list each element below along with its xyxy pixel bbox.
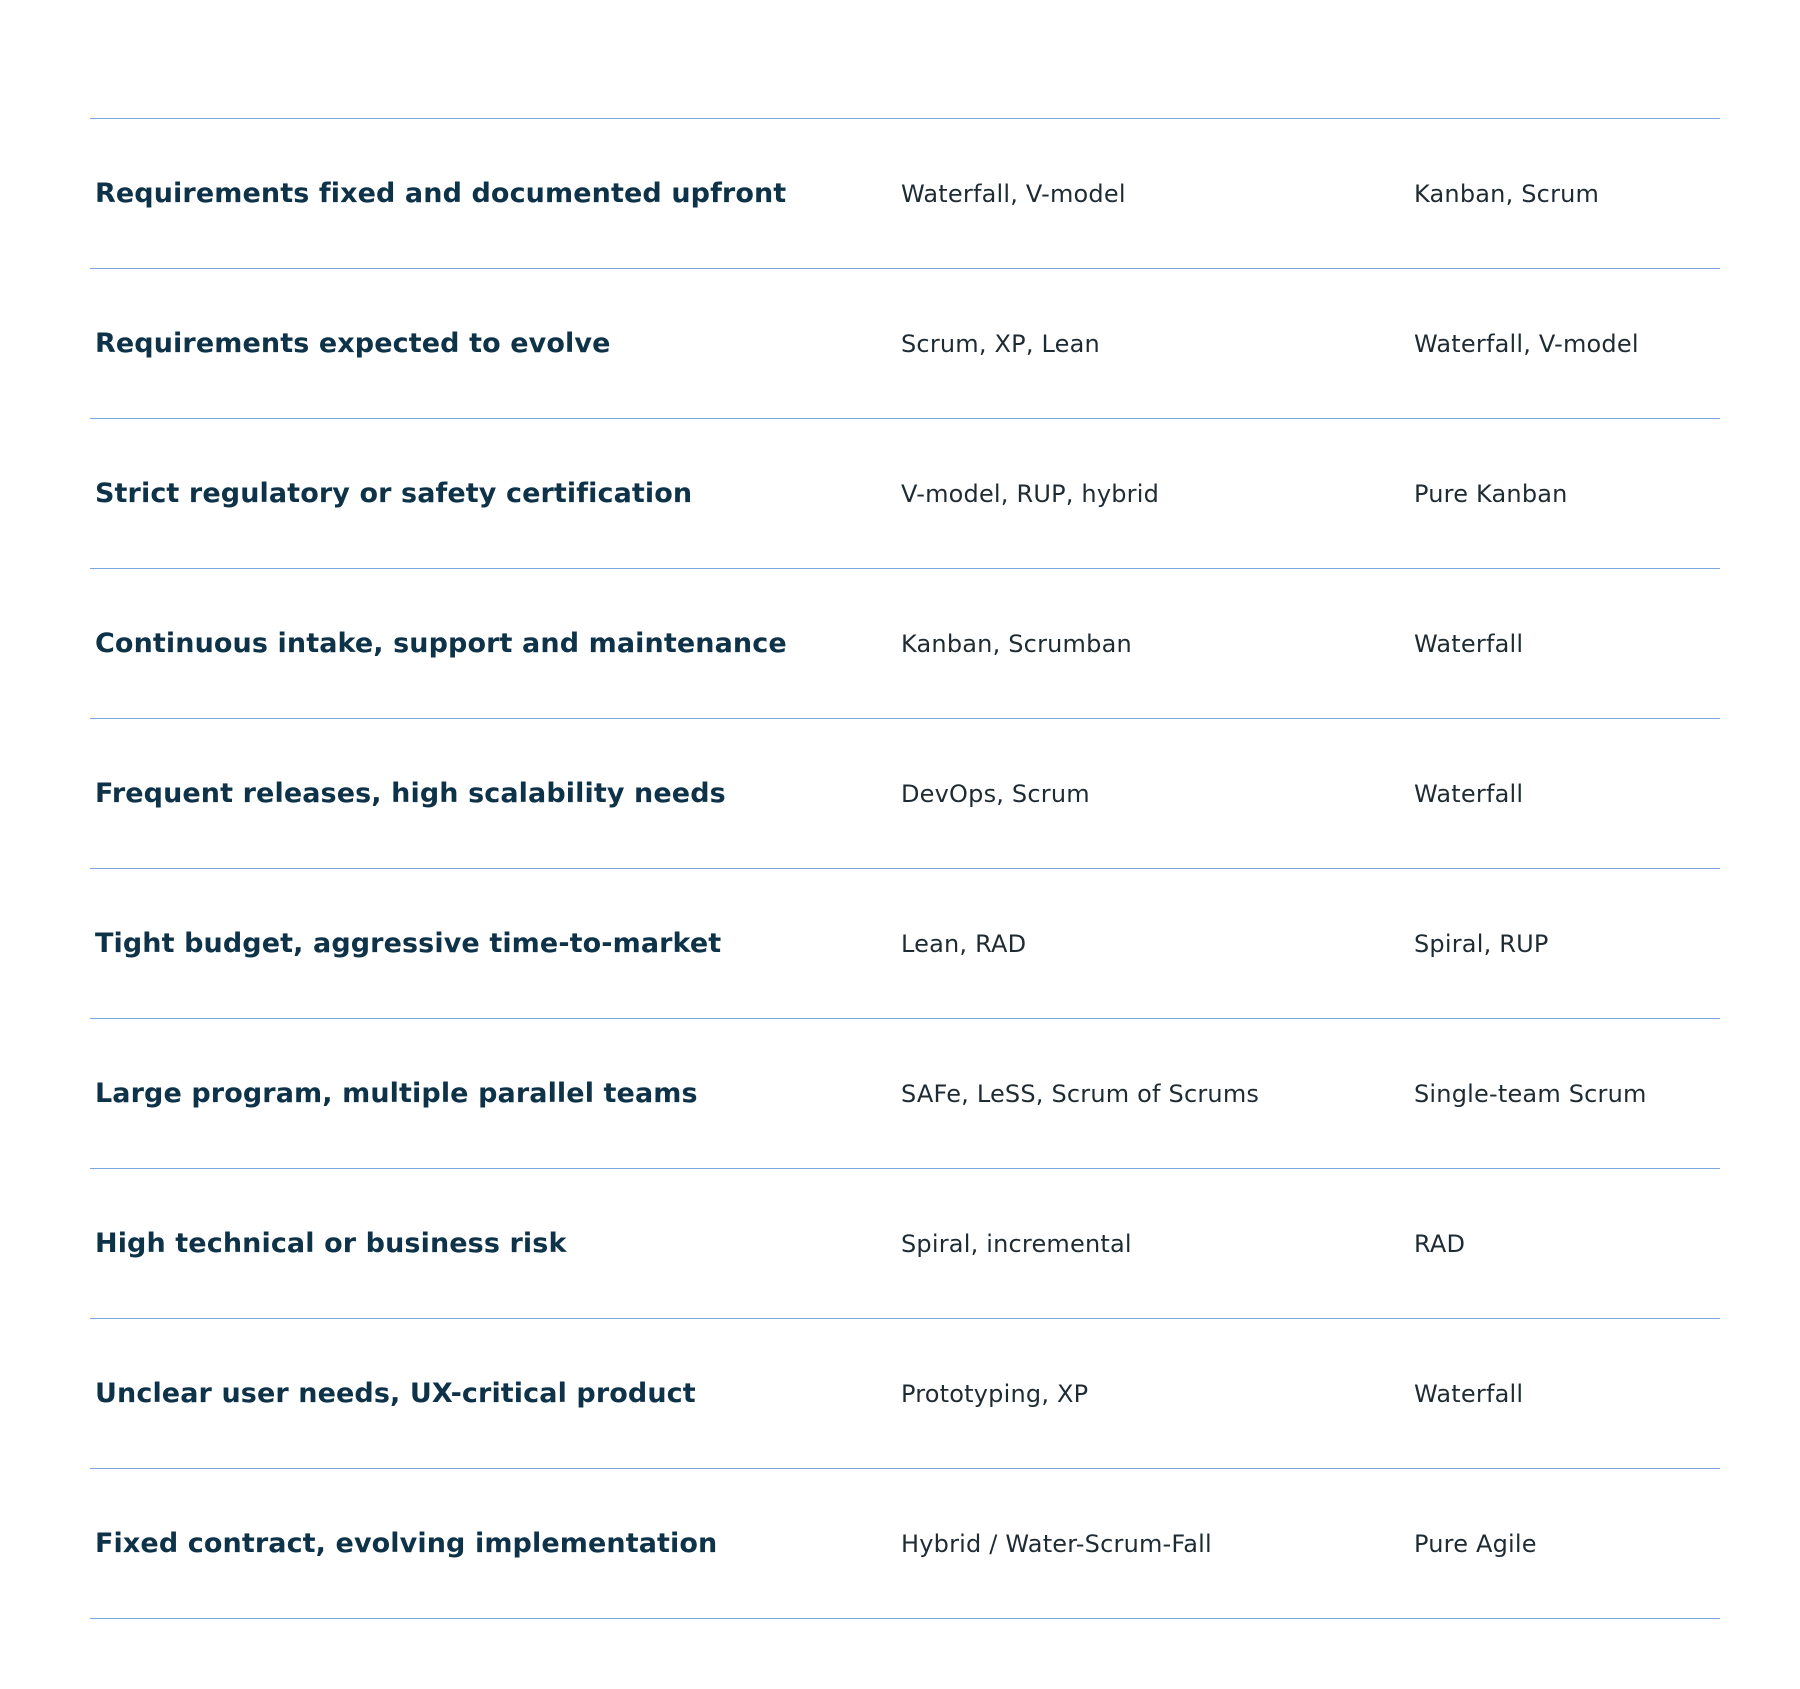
avoid-cell: Pure Kanban — [1414, 479, 1568, 508]
avoid-cell: RAD — [1414, 1229, 1466, 1258]
table-row — [90, 269, 1720, 419]
scenario-cell: Continuous intake, support and maintenance — [95, 628, 787, 659]
scenario-cell: High technical or business risk — [95, 1228, 567, 1259]
table-row — [90, 569, 1720, 719]
table-row — [90, 1019, 1720, 1169]
scenario-cell: Unclear user needs, UX-critical product — [95, 1378, 696, 1409]
avoid-cell: Spiral, RUP — [1414, 929, 1549, 958]
scenario-cell: Frequent releases, high scalability needs — [95, 778, 726, 809]
avoid-cell: Single-team Scrum — [1414, 1079, 1647, 1108]
scenario-cell: Strict regulatory or safety certification — [95, 478, 693, 509]
recommended-cell: Waterfall, V-model — [901, 179, 1126, 208]
scenario-cell: Requirements fixed and documented upfront — [95, 178, 787, 209]
avoid-cell: Pure Agile — [1414, 1529, 1537, 1558]
avoid-cell: Waterfall, V-model — [1414, 329, 1639, 358]
recommended-cell: SAFe, LeSS, Scrum of Scrums — [901, 1079, 1260, 1108]
table-row — [90, 1169, 1720, 1319]
table-row — [90, 119, 1720, 269]
recommended-cell: Spiral, incremental — [901, 1229, 1132, 1258]
methodology-table — [90, 118, 1720, 1619]
recommended-cell: Lean, RAD — [901, 929, 1027, 958]
table-row — [90, 1469, 1720, 1619]
avoid-cell: Kanban, Scrum — [1414, 179, 1600, 208]
recommended-cell: V-model, RUP, hybrid — [901, 479, 1160, 508]
recommended-cell: DevOps, Scrum — [901, 779, 1090, 808]
table-row — [90, 869, 1720, 1019]
table-row — [90, 719, 1720, 869]
avoid-cell: Waterfall — [1414, 1379, 1524, 1408]
recommended-cell: Prototyping, XP — [901, 1379, 1089, 1408]
table-row — [90, 1319, 1720, 1469]
table-row — [90, 419, 1720, 569]
avoid-cell: Waterfall — [1414, 779, 1524, 808]
scenario-cell: Tight budget, aggressive time-to-market — [95, 928, 722, 959]
avoid-cell: Waterfall — [1414, 629, 1524, 658]
recommended-cell: Kanban, Scrumban — [901, 629, 1132, 658]
recommended-cell: Hybrid / Water-Scrum-Fall — [901, 1529, 1212, 1558]
recommended-cell: Scrum, XP, Lean — [901, 329, 1100, 358]
scenario-cell: Requirements expected to evolve — [95, 328, 611, 359]
scenario-cell: Large program, multiple parallel teams — [95, 1078, 698, 1109]
scenario-cell: Fixed contract, evolving implementation — [95, 1528, 718, 1559]
